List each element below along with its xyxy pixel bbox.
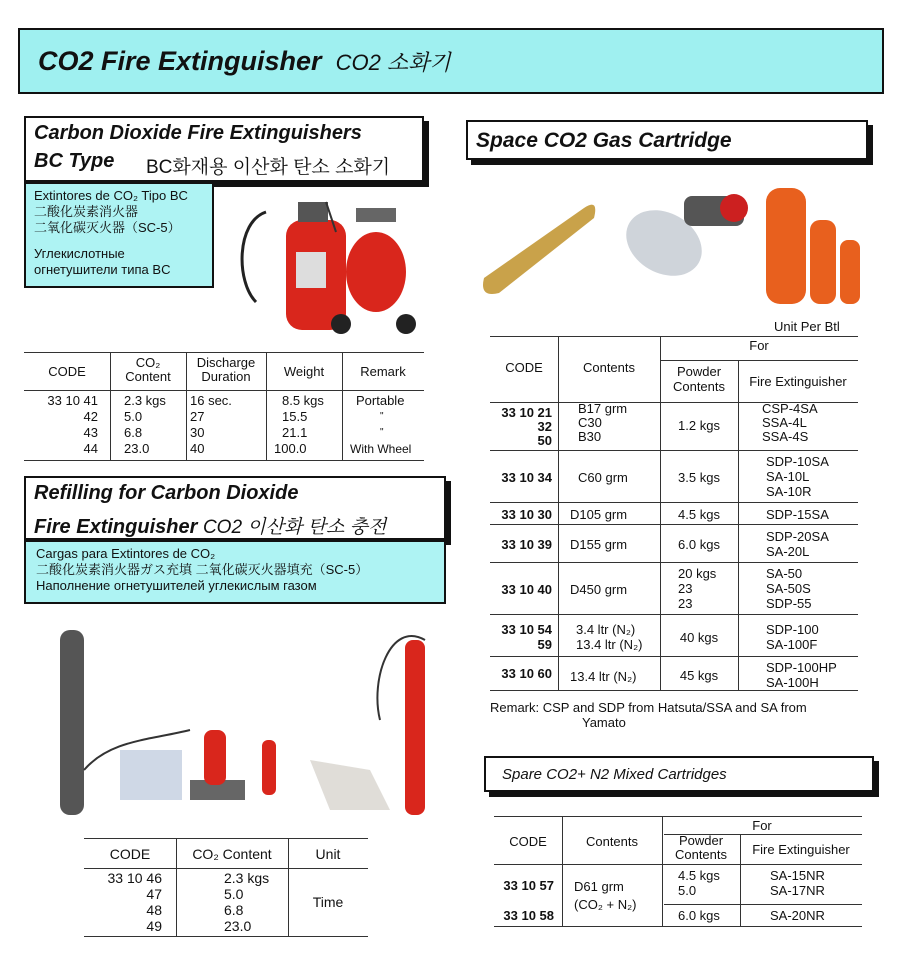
table-row bbox=[24, 409, 424, 425]
cell-fire: SA-50S bbox=[766, 581, 811, 596]
refill-col-code: CODE bbox=[109, 846, 151, 862]
cartridge-table bbox=[490, 336, 858, 692]
cell-content: 2.3 kgs bbox=[224, 870, 270, 886]
cell-content: 23.0 bbox=[224, 918, 252, 934]
cart-contents-g1 bbox=[578, 402, 627, 444]
cell-content: 2.3 kgs bbox=[124, 393, 166, 408]
cart-contents-g2: C60 grm bbox=[578, 470, 628, 485]
mixed-table bbox=[494, 816, 862, 928]
cart-codes-g3: 33 10 30 bbox=[501, 507, 552, 522]
mixed-col-powder bbox=[662, 834, 740, 862]
bc-title-2: BC Type bbox=[34, 150, 115, 172]
cart-col-powder-1: Powder bbox=[676, 364, 722, 379]
refill-title-1: Refilling for Carbon Dioxide bbox=[34, 482, 299, 504]
cell-code: 32 bbox=[537, 419, 552, 434]
mixed-col-code: CODE bbox=[509, 834, 547, 849]
cart-powder-g4: 6.0 kgs bbox=[678, 537, 720, 552]
cell-fire: SA-10R bbox=[766, 484, 812, 499]
refill-col-content: CO₂ Content bbox=[192, 846, 272, 862]
cell-content: B30 bbox=[578, 429, 602, 444]
cart-powder-g3: 4.5 kgs bbox=[678, 507, 720, 522]
bc-rows bbox=[24, 393, 424, 457]
cart-fire-g3: SDP-15SA bbox=[766, 507, 829, 522]
cell-code: 33 10 21 bbox=[501, 405, 552, 420]
cart-powder-g7: 45 kgs bbox=[679, 668, 719, 683]
refill-unit-value: Time bbox=[312, 894, 344, 910]
cart-powder-g1: 1.2 kgs bbox=[678, 418, 720, 433]
cell-remark: With Wheel bbox=[350, 442, 412, 456]
cell-powder: 23 bbox=[678, 596, 693, 611]
cell-fire: SA-100H bbox=[766, 675, 819, 690]
bc-desc-zh: 二氧化碳灭火器（SC-5） bbox=[34, 220, 181, 235]
refill-contents bbox=[224, 870, 269, 934]
cart-codes-g1 bbox=[490, 406, 552, 448]
refill-col-unit: Unit bbox=[315, 846, 341, 862]
cart-col-powder-2: Contents bbox=[672, 379, 726, 394]
cell-weight: 100.0 bbox=[274, 441, 307, 456]
cart-codes-g5: 33 10 40 bbox=[501, 582, 552, 597]
cell-code: 43 bbox=[83, 425, 98, 440]
bc-desc-ru-1: Углекислотные bbox=[34, 246, 125, 261]
cell-content: 3.4 ltr (N₂) bbox=[576, 622, 636, 637]
cell-content: D61 grm bbox=[574, 879, 624, 894]
cart-fire-g2 bbox=[766, 454, 829, 499]
cell-code: 48 bbox=[146, 902, 162, 918]
refill-title-2-en: Fire Extinguisher bbox=[34, 516, 198, 538]
mixed-col-contents: Contents bbox=[585, 834, 639, 849]
cell-duration: 30 bbox=[190, 425, 205, 440]
cell-powder: 5.0 bbox=[678, 883, 697, 898]
cell-fire: SA-15NR bbox=[770, 868, 825, 883]
bc-col-weight: Weight bbox=[283, 364, 325, 379]
refill-title-ko: CO2 이산화 탄소 충전 bbox=[202, 517, 387, 538]
cart-codes-g4: 33 10 39 bbox=[501, 537, 552, 552]
cell-duration: 16 sec. bbox=[190, 393, 232, 408]
cart-fire-g5 bbox=[766, 566, 812, 611]
cart-col-fire: Fire Extinguisher bbox=[749, 374, 847, 389]
cell-code: 33 10 46 bbox=[107, 870, 162, 886]
cell-content: 13.4 ltr (N₂) bbox=[576, 637, 643, 652]
cart-codes-g6 bbox=[490, 622, 552, 652]
cell-content: (CO₂ + N₂) bbox=[574, 897, 637, 912]
bc-col-code: CODE bbox=[48, 364, 86, 379]
cart-contents-g7: 13.4 ltr (N₂) bbox=[570, 669, 637, 684]
cartridge-header-box bbox=[466, 120, 868, 160]
refill-header-box bbox=[24, 476, 446, 540]
mixed-col-powder-2: Contents bbox=[674, 847, 728, 862]
bc-extinguisher-image bbox=[226, 192, 426, 342]
remark-line-1: Remark: CSP and SDP from Hatsuta/SSA and SA from bbox=[490, 700, 807, 715]
cart-col-code: CODE bbox=[505, 360, 543, 375]
bc-desc-ru-2: огнетушители типа BC bbox=[34, 262, 171, 277]
cell-fire: SSA-4L bbox=[762, 415, 807, 430]
unit-note: Unit Per Btl bbox=[774, 319, 840, 334]
table-row bbox=[24, 441, 424, 457]
page-title-bar bbox=[18, 28, 884, 94]
cell-fire: SDP-55 bbox=[766, 596, 812, 611]
mixed-col-fire: Fire Extinguisher bbox=[752, 842, 850, 857]
table-row bbox=[24, 393, 424, 409]
cell-code: 33 10 41 bbox=[47, 393, 98, 408]
cart-col-contents: Contents bbox=[582, 360, 636, 375]
bc-col-co2: CO₂ bbox=[135, 355, 161, 370]
mixed-col-powder-1: Powder bbox=[678, 833, 724, 848]
cart-codes-g7: 33 10 60 bbox=[501, 666, 552, 681]
mixed-fire-2: SA-20NR bbox=[770, 908, 825, 923]
cell-remark: Portable bbox=[356, 393, 405, 408]
cell-code: 59 bbox=[537, 637, 552, 652]
cell-duration: 40 bbox=[190, 441, 205, 456]
bc-desc-box bbox=[24, 182, 214, 288]
refill-desc-box bbox=[24, 540, 446, 604]
cell-powder: 20 kgs bbox=[678, 566, 717, 581]
mixed-title: Spare CO2+ N2 Mixed Cartridges bbox=[502, 766, 727, 783]
remark-line-2: Yamato bbox=[582, 715, 626, 730]
mixed-code-1: 33 10 57 bbox=[503, 878, 554, 893]
cell-fire: SA-10L bbox=[766, 469, 810, 484]
cell-fire: SA-100F bbox=[766, 637, 818, 652]
cell-weight: 15.5 bbox=[282, 409, 308, 424]
table-row bbox=[24, 425, 424, 441]
cart-fire-g7 bbox=[766, 660, 837, 690]
cell-content: 23.0 bbox=[124, 441, 150, 456]
bc-col-duration-label: Duration bbox=[201, 369, 251, 384]
refill-desc bbox=[36, 546, 368, 594]
cart-powder-g2: 3.5 kgs bbox=[678, 470, 720, 485]
cell-content: C30 bbox=[578, 415, 602, 430]
cell-content: 5.0 bbox=[224, 886, 244, 902]
cell-duration: 27 bbox=[190, 409, 205, 424]
cell-content: 5.0 bbox=[124, 409, 143, 424]
cell-content: 6.8 bbox=[224, 902, 244, 918]
cart-fire-g6 bbox=[766, 622, 819, 652]
cell-weight: 21.1 bbox=[282, 425, 308, 440]
bc-col-content-label: Content bbox=[125, 369, 171, 384]
bc-header-box bbox=[24, 116, 424, 182]
bc-desc-es: Extintores de CO₂ Tipo BC bbox=[34, 188, 188, 203]
cart-contents-g6 bbox=[576, 622, 642, 652]
cell-fire: SA-20L bbox=[766, 544, 810, 559]
cart-fire-g4 bbox=[766, 529, 829, 559]
cart-powder-g5 bbox=[678, 566, 716, 611]
bc-col-discharge: Discharge bbox=[196, 355, 256, 370]
refill-desc-es: Cargas para Extintores de CO₂ bbox=[36, 546, 216, 561]
bc-table bbox=[24, 352, 424, 462]
cart-col-powder bbox=[660, 364, 738, 394]
refill-table bbox=[84, 838, 368, 938]
mixed-contents bbox=[574, 878, 636, 914]
page-title bbox=[38, 46, 451, 77]
cell-code: 47 bbox=[146, 886, 162, 902]
cell-fire: SSA-4S bbox=[762, 429, 809, 444]
cart-powder-g6: 40 kgs bbox=[679, 630, 719, 645]
title-en: CO2 Fire Extinguisher bbox=[38, 46, 322, 76]
cell-fire: SA-17NR bbox=[770, 883, 825, 898]
cartridge-title: Space CO2 Gas Cartridge bbox=[476, 129, 732, 152]
mixed-col-for: For bbox=[752, 818, 772, 833]
refill-equipment-image bbox=[50, 620, 450, 820]
cell-fire: SDP-100HP bbox=[766, 660, 837, 675]
cartridge-remark bbox=[490, 700, 807, 730]
cartridge-image bbox=[474, 168, 874, 316]
cell-remark: " bbox=[380, 411, 384, 422]
cell-weight: 8.5 kgs bbox=[282, 393, 324, 408]
bc-desc bbox=[34, 188, 188, 278]
cell-fire: SDP-100 bbox=[766, 622, 819, 637]
cell-content: B17 grm bbox=[578, 401, 628, 416]
cell-powder: 23 bbox=[678, 581, 693, 596]
cart-contents-g4: D155 grm bbox=[570, 537, 628, 552]
mixed-fire bbox=[770, 868, 825, 898]
refill-codes bbox=[84, 870, 162, 934]
mixed-header-box bbox=[484, 756, 874, 792]
cell-remark: " bbox=[380, 427, 384, 438]
bc-title-1: Carbon Dioxide Fire Extinguishers bbox=[34, 122, 362, 144]
refill-desc-ja: 二酸化炭素消火器ガス充填 二氧化碳灭火器填充（SC-5） bbox=[36, 562, 369, 577]
cell-code: 42 bbox=[83, 409, 98, 424]
cell-fire: SDP-20SA bbox=[766, 529, 829, 544]
bc-desc-ja: 二酸化炭素消火器 bbox=[34, 204, 139, 219]
bc-col-remark: Remark bbox=[360, 364, 406, 379]
cell-fire: SDP-10SA bbox=[766, 454, 829, 469]
mixed-powder bbox=[678, 868, 720, 898]
cell-powder: 4.5 kgs bbox=[678, 868, 720, 883]
cart-contents-g5: D450 grm bbox=[570, 582, 628, 597]
mixed-code-2: 33 10 58 bbox=[503, 908, 554, 923]
title-ko: CO2 소화기 bbox=[335, 50, 451, 75]
cart-fire-g1 bbox=[762, 402, 818, 444]
cell-code: 49 bbox=[146, 918, 162, 934]
cart-codes-g2: 33 10 34 bbox=[501, 470, 552, 485]
bc-title-ko: BC화재용 이산화 탄소 소화기 bbox=[146, 157, 391, 178]
bc-col-duration bbox=[186, 356, 266, 384]
cell-code: 33 10 54 bbox=[501, 622, 552, 637]
cart-contents-g3: D105 grm bbox=[570, 507, 628, 522]
cell-fire: SA-50 bbox=[766, 566, 803, 581]
cell-content: 6.8 bbox=[124, 425, 143, 440]
cart-col-for: For bbox=[749, 338, 769, 353]
bc-col-content bbox=[110, 356, 186, 384]
refill-title-2 bbox=[34, 512, 386, 539]
cell-code: 50 bbox=[537, 433, 552, 448]
cell-fire: CSP-4SA bbox=[762, 401, 818, 416]
cell-code: 44 bbox=[83, 441, 98, 456]
mixed-powder-2: 6.0 kgs bbox=[678, 908, 720, 923]
refill-desc-ru: Наполнение огнетушителей углекислым газом bbox=[36, 578, 317, 593]
